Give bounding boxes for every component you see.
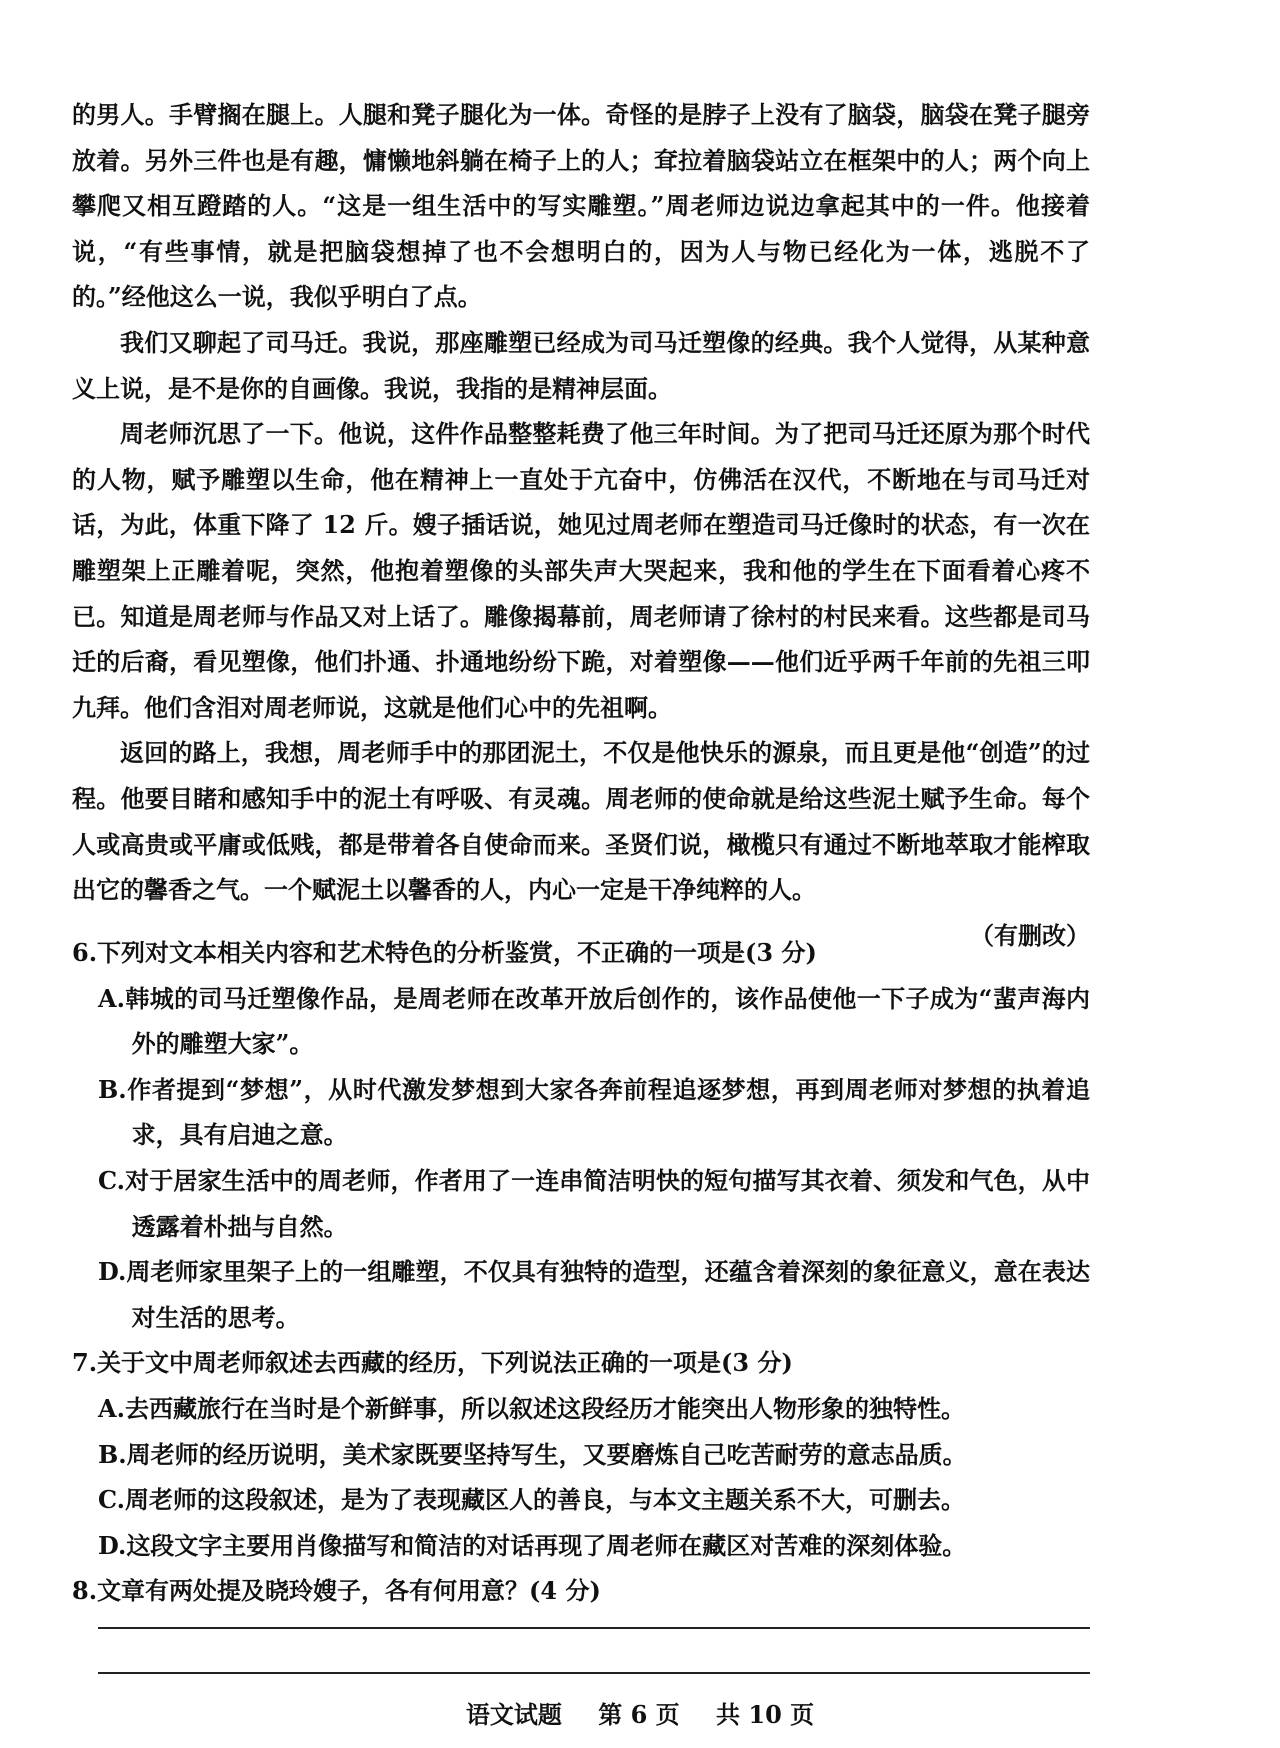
passage-paragraph-3: 周老师沉思了一下。他说，这件作品整整耗费了他三年时间。为了把司马迁还原为那个时代的人物，赋予雕塑以生命，他在精神上一直处于亢奋中，仿佛活在汉代，不断地在与司马迁对话，为此，体重下降了 12 斤。嫂子插话说，她见过周老师在塑造司马迁像时的状态，有一次在雕塑架上正雕着呢，突然，他抱着塑像的头部失声大哭起来，我和他的学生在下面看着心疼不已。知道是周老师与作品又对上话了。雕像揭幕前，周老师请了徐村的村民来看。这些都是司马迁的后裔，看见塑像，他们扑通、扑通地纷纷下跪，对着塑像——他们近乎两千年前的先祖三叩九拜。他们含泪对周老师说，这就是他们心中的先祖啊。 — [72, 419, 1090, 722]
passage-paragraph-2: 我们又聊起了司马迁。我说，那座雕塑已经成为司马迁塑像的经典。我个人觉得，从某种意义上说，是不是你的自画像。我说，我指的是精神层面。 — [72, 327, 1090, 403]
question-stem: 7.关于文中周老师叙述去西藏的经历，下列说法正确的一项是(3 分) — [72, 1348, 793, 1378]
question-stem: 6.下列对文本相关内容和艺术特色的分析鉴赏，不正确的一项是(3 分) — [72, 938, 817, 967]
question-7 — [72, 1340, 1090, 1568]
option-d: D.这段文字主要用肖像描写和简洁的对话再现了周老师在藏区对苦难的深刻体验。 — [98, 1530, 967, 1560]
option-c: C.对于居家生活中的周老师，作者用了一连串简洁明快的短句描写其衣着、须发和气色，从中透露着朴拙与自然。 — [98, 1165, 1090, 1241]
footer-subject: 语文试题 — [465, 1700, 562, 1729]
answer-line[interactable] — [98, 1627, 1090, 1629]
question-section — [72, 930, 1090, 1614]
reading-passage — [72, 92, 1090, 958]
question-stem: 8.文章有两处提及晓玲嫂子，各有何用意？(4 分) — [72, 1576, 601, 1606]
option-d: D.周老师家里架子上的一组雕塑，不仅具有独特的造型，还蕴含着深刻的象征意义，意在表达对生活的思考。 — [98, 1257, 1090, 1332]
option-a: A.韩城的司马迁塑像作品，是周老师在改革开放后创作的，该作品使他一下子成为“蜚声海内外的雕塑大家”。 — [98, 983, 1090, 1059]
option-b: B.周老师的经历说明，美术家既要坚持写生，又要磨炼自己吃苦耐劳的意志品质。 — [98, 1439, 967, 1469]
answer-line[interactable] — [98, 1672, 1090, 1674]
option-c: C.周老师的这段叙述，是为了表现藏区人的善良，与本文主题关系不大，可删去。 — [98, 1485, 966, 1515]
passage-paragraph-1: 的男人。手臂搁在腿上。人腿和凳子腿化为一体。奇怪的是脖子上没有了脑袋，脑袋在凳子腿旁放着。另外三件也是有趣，慵懒地斜躺在椅子上的人；耷拉着脑袋站立在框架中的人；两个向上攀爬又相互蹬踏的人。“这是一组生活中的写实雕塑。”周老师边说边拿起其中的一件。他接着说，“有些事情，就是把脑袋想掉了也不会想明白的，因为人与物已经化为一体，逃脱不了的。”经他这么一说，我似乎明白了点。 — [72, 100, 1090, 312]
question-8 — [72, 1568, 1090, 1614]
source-note: （有删改） — [970, 920, 1090, 950]
option-b: B.作者提到“梦想”，从时代激发梦想到大家各奔前程追逐梦想，再到周老师对梦想的执着追求，具有启迪之意。 — [98, 1074, 1090, 1150]
footer-total-pages: 共 10 页 — [716, 1700, 815, 1729]
question-6 — [72, 930, 1090, 1340]
footer-page-number: 第 6 页 — [598, 1700, 680, 1729]
passage-paragraph-4: 返回的路上，我想，周老师手中的那团泥土，不仅是他快乐的源泉，而且更是他“创造”的过程。他要目睹和感知手中的泥土有呼吸、有灵魂。周老师的使命就是给这些泥土赋予生命。每个人或高贵或平庸或低贱，都是带着各自使命而来。圣贤们说，橄榄只有通过不断地萃取才能榨取出它的馨香之气。一个赋泥土以馨香的人，内心一定是干净纯粹的人。 — [72, 738, 1090, 905]
page-footer — [0, 1695, 1280, 1730]
option-a: A.去西藏旅行在当时是个新鲜事，所以叙述这段经历才能突出人物形象的独特性。 — [98, 1393, 965, 1423]
